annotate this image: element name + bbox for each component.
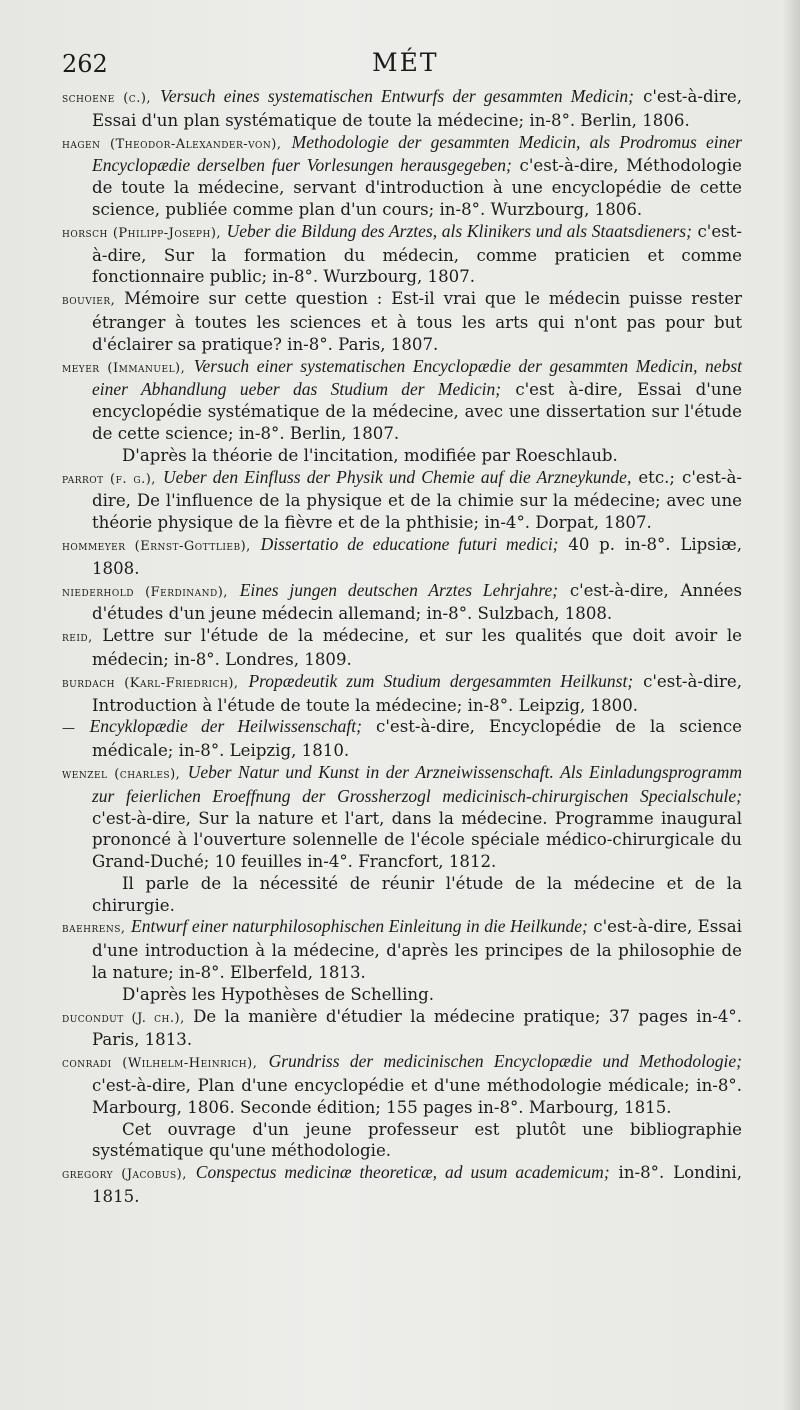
entry-author: baehrens, (62, 921, 126, 937)
entry-title: Methodologie der gesammten Medicin, als Prodromus einer Encyclopædie derselben fuer Vorlesungen herausgegeben; (92, 131, 742, 176)
entry-author: reid, (62, 630, 93, 646)
entry-description: in-8°. Londini, 1815. (92, 1163, 743, 1207)
entry-description: c'est-à-dire, Méthodologie de toute la médecine, servant d'introduction à une encyclopédie de cette science, publiée comme plan d'un cours; in-8°. Wurzbourg, 1806. (92, 156, 742, 219)
entry-description: c'est-à-dire, Essai d'un plan systématique de toute la médecine; in-8°. Berlin, 1806. (92, 87, 742, 130)
entry-author: wenzel (charles), (62, 766, 181, 782)
entry-note: D'après la théorie de l'incitation, modifiée par Roeschlaub. (122, 445, 618, 465)
entry-description: 40 p. in-8°. Lipsiæ, 1808. (92, 534, 742, 578)
entry-description: c'est-à-dire, Introduction à l'étude de toute la médecine; in-8°. Leipzig, 1800. (92, 671, 742, 715)
entry-note: D'après les Hypothèses de Schelling. (122, 984, 434, 1004)
bibliography-entry (62, 580, 742, 626)
bibliography-entry (62, 467, 742, 534)
page-header (0, 48, 800, 88)
bibliography-entry (62, 1162, 742, 1208)
bibliography-entry (62, 716, 742, 762)
entry-description: Lettre sur l'étude de la médecine, et sur les qualités que doit avoir le médecin; in-8°. Londres, 1809. (92, 626, 742, 669)
entry-description: c'est à-dire, Essai d'une encyclopédie systématique de la médecine, avec une dissertation sur l'étude de cette science; in-8°. Berlin, 1807. (92, 380, 743, 443)
entry-title: Conspectus medicinæ theoreticæ, ad usum academicum; (195, 1162, 610, 1183)
running-head: MÉT (372, 48, 439, 77)
entry-author: hagen (Theodor-Alexander-von), (62, 136, 282, 152)
entry-author: niederhold (Ferdinand), (62, 584, 228, 600)
entry-description: c'est-à-dire, Sur la formation du médecin, comme praticien et comme fonctionnaire public; in-8°. Wurzbourg, 1807. (92, 221, 742, 287)
entry-description: c'est-à-dire, Années d'études d'un jeune médecin allemand; in-8°. Sulzbach, 1808. (92, 580, 742, 624)
entry-title: Ueber den Einfluss der Physik und Chemie auf die Arzneykunde, (162, 466, 632, 487)
bibliography-entry (62, 1006, 742, 1052)
entry-author: conradi (Wilhelm-Heinrich), (62, 1056, 258, 1072)
entry-author: duconduт (J. ch.), (62, 1010, 185, 1026)
entry-author: meyer (Immanuel), (62, 360, 186, 376)
entry-note: Cet ouvrage d'un jeune professeur est plutôt une bibliographie systématique qu'une méthodologie. (92, 1119, 742, 1161)
entry-title: Ueber Natur und Kunst in der Arzneiwissenschaft. Als Einladungsprogramm zur feierlichen Eroeffnung der Grossherzogl medicinisch-chirurgischen Specialschule; (92, 761, 742, 806)
entry-title: Versuch eines systematischen Entwurfs der gesammten Medicin; (160, 86, 634, 106)
entry-description: c'est-à-dire, Sur la nature et l'art, dans la médecine. Programme inaugural prononcé à l'ouverture solennelle de l'école spéciale médico-chirurgicale du Grand-Duché; 10 feuilles in-4°. Francfort, 1812. (92, 808, 742, 872)
entry-title: Propædeutik zum Studium dergesammten Heilkunst; (248, 670, 634, 691)
bibliography-entry (62, 86, 742, 132)
bibliography-entry (62, 671, 742, 717)
bibliography-list (62, 86, 742, 1208)
entry-description: Mémoire sur cette question : Est-il vrai que le médecin puisse rester étranger à toutes les sciences et à tous les arts qui n'ont pas pour but d'éclairer sa pratique? in-8°. Paris, 1807. (92, 289, 742, 354)
entry-author: schoene (c.), (62, 91, 152, 106)
entry-title: Entwurf einer naturphilosophischen Einleitung in die Heilkunde; (131, 916, 588, 937)
entry-description: De la manière d'étudier la médecine pratique; 37 pages in-4°. Paris, 1813. (92, 1006, 742, 1050)
page-number: 262 (62, 50, 108, 78)
bibliography-entry (62, 625, 742, 671)
entry-author: — (62, 721, 76, 737)
entry-note: Il parle de la nécessité de réunir l'étude de la médecine et de la chirurgie. (92, 873, 742, 915)
bibliography-entry (62, 762, 742, 873)
entry-author: gregory (Jacobus), (62, 1167, 187, 1183)
entry-title: Ueber die Bildung des Arztes, als Klinikers und als Staatsdieners; (226, 220, 692, 241)
entry-title: Dissertatio de educatione futuri medici; (260, 533, 559, 554)
entry-author: horsch (Philipp-Joseph), (62, 225, 222, 241)
entry-title: Grundriss der medicinischen Encyclopædie und Methodologie; (268, 1051, 742, 1072)
entry-author: hommeyer (Ernst-Gottlieb), (62, 538, 251, 554)
entry-description: etc.; c'est-à-dire, De l'influence de la physique et de la chimie sur la médecine; avec une théorie physique de la fièvre et de la phthisie; in-4°. Dorpat, 1807. (92, 467, 742, 533)
entry-title: Eines jungen deutschen Arztes Lehrjahre; (239, 579, 559, 600)
bibliography-entry (62, 132, 742, 221)
entry-description: c'est-à-dire, Encyclopédie de la science médicale; in-8°. Leipzig, 1810. (92, 717, 742, 761)
bibliography-entry (62, 356, 742, 445)
bibliography-entry (62, 916, 742, 983)
entry-author: burdach (Karl-Friedrich), (62, 675, 239, 691)
bibliography-entry (62, 288, 742, 355)
entry-description: c'est-à-dire, Plan d'une encyclopédie et d'une méthodologie médicale; in-8°. Marbourg, 1806. Seconde édition; 155 pages in-8°. Marbourg, 1815. (92, 1076, 742, 1117)
bibliography-entry (62, 534, 742, 580)
entry-title: Versuch einer systematischen Encyclopædie der gesammten Medicin, nebst einer Abhandlung ueber das Studium der Medicin; (92, 355, 742, 400)
bibliography-entry (62, 1051, 742, 1118)
entry-description: c'est-à-dire, Essai d'une introduction à la médecine, d'après les principes de la philosophie de la nature; in-8°. Elberfeld, 1813. (92, 917, 742, 983)
entry-author: bouvier, (62, 293, 116, 309)
bibliography-entry (62, 221, 742, 288)
entry-author: parrot (f. g.), (62, 471, 156, 487)
entry-title: Encyklopædie der Heilwissenschaft; (89, 716, 362, 737)
page-edge-shadow (782, 0, 800, 1410)
